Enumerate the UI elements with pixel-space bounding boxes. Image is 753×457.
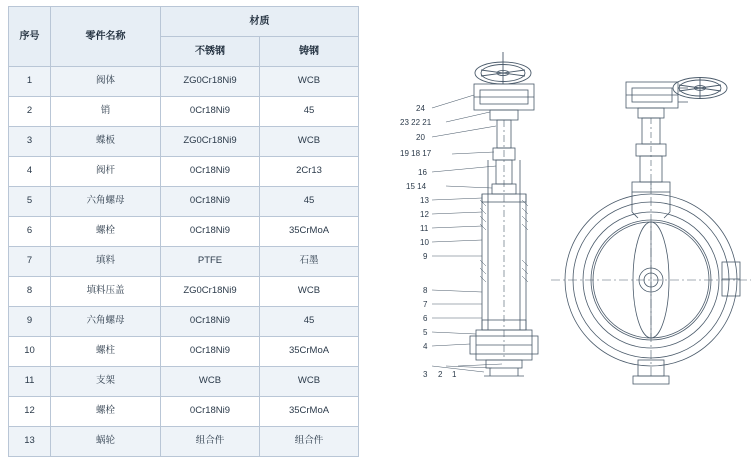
callout-2: 2 [438,370,443,379]
cell-material-2: WCB [260,127,359,157]
cell-name: 螺栓 [51,397,161,427]
table-row [9,397,359,427]
handwheel-left [475,52,531,84]
callout-12: 12 [420,210,429,219]
valve-body-circle [551,180,751,378]
callout-10: 10 [420,238,429,247]
table-row [9,187,359,217]
valve-assembly-drawing [370,0,753,447]
cell-no: 9 [9,307,51,337]
table-row [9,217,359,247]
cell-material-1: 0Cr18Ni9 [161,217,260,247]
table-row [9,307,359,337]
callout-1: 1 [452,370,457,379]
cell-material-1: 组合件 [161,427,260,457]
cell-material-2: 45 [260,187,359,217]
col-header-no: 序号 [9,7,51,67]
col-header-material-group: 材质 [161,7,359,37]
cell-no: 4 [9,157,51,187]
col-header-material-1: 不锈钢 [161,37,260,67]
col-header-name: 零件名称 [51,7,161,67]
table-row [9,427,359,457]
table-row [9,97,359,127]
cell-name: 六角螺母 [51,187,161,217]
seat-block-right [722,262,740,296]
callout-16: 16 [418,168,427,177]
callout-13: 13 [420,196,429,205]
callout-8: 8 [423,286,428,295]
cell-material-1: 0Cr18Ni9 [161,397,260,427]
callout-4: 4 [423,342,428,351]
cell-material-2: WCB [260,67,359,97]
callout-15-14: 15 14 [406,182,427,191]
callout-6: 6 [423,314,428,323]
parts-table-container [8,6,358,457]
table-header [9,7,359,67]
cell-material-1: ZG0Cr18Ni9 [161,277,260,307]
table-row [9,247,359,277]
cell-no: 13 [9,427,51,457]
cell-material-1: 0Cr18Ni9 [161,157,260,187]
table-body [9,67,359,457]
callout-20: 20 [416,133,425,142]
table-row [9,127,359,157]
callout-11: 11 [420,224,429,233]
cell-no: 6 [9,217,51,247]
cell-name: 螺栓 [51,217,161,247]
table-row [9,67,359,97]
cell-material-2: 45 [260,97,359,127]
callout-23-22-21: 23 22 21 [400,118,432,127]
cell-name: 阀体 [51,67,161,97]
cell-material-2: 35CrMoA [260,337,359,367]
cell-name: 蜗轮 [51,427,161,457]
cell-no: 10 [9,337,51,367]
callout-7: 7 [423,300,428,309]
table-row [9,157,359,187]
cell-material-1: 0Cr18Ni9 [161,337,260,367]
cell-name: 销 [51,97,161,127]
gearbox-left [474,84,534,120]
table-row [9,277,359,307]
cell-name: 填料 [51,247,161,277]
cell-material-1: WCB [161,367,260,397]
table-header-row-top [9,7,359,37]
table-row [9,337,359,367]
cell-material-2: 2Cr13 [260,157,359,187]
parts-table [8,6,359,457]
callout-19-18-17: 19 18 17 [400,149,432,158]
cell-material-2: 组合件 [260,427,359,457]
cell-material-1: ZG0Cr18Ni9 [161,127,260,157]
callout-3: 3 [423,370,428,379]
table-row [9,367,359,397]
cell-name: 螺柱 [51,337,161,367]
cell-material-2: 35CrMoA [260,397,359,427]
cell-no: 1 [9,67,51,97]
cell-name: 填料压盖 [51,277,161,307]
cell-material-2: WCB [260,367,359,397]
cell-name: 蝶板 [51,127,161,157]
cell-material-2: 石墨 [260,247,359,277]
cell-no: 5 [9,187,51,217]
stem-column-left [492,120,516,360]
cell-no: 12 [9,397,51,427]
cell-material-1: 0Cr18Ni9 [161,307,260,337]
cell-no: 2 [9,97,51,127]
cell-material-2: 45 [260,307,359,337]
cell-no: 3 [9,127,51,157]
callout-5: 5 [423,328,428,337]
cell-name: 阀杆 [51,157,161,187]
callout-24: 24 [416,104,425,113]
cell-material-1: PTFE [161,247,260,277]
cell-no: 11 [9,367,51,397]
col-header-material-2: 铸钢 [260,37,359,67]
cell-name: 支架 [51,367,161,397]
cell-no: 8 [9,277,51,307]
cell-material-1: 0Cr18Ni9 [161,97,260,127]
cell-material-2: WCB [260,277,359,307]
callout-leaders-upper [432,95,496,256]
cell-material-2: 35CrMoA [260,217,359,247]
cell-material-1: ZG0Cr18Ni9 [161,67,260,97]
cell-material-1: 0Cr18Ni9 [161,187,260,217]
cell-no: 7 [9,247,51,277]
callout-9: 9 [423,252,428,261]
cell-name: 六角螺母 [51,307,161,337]
